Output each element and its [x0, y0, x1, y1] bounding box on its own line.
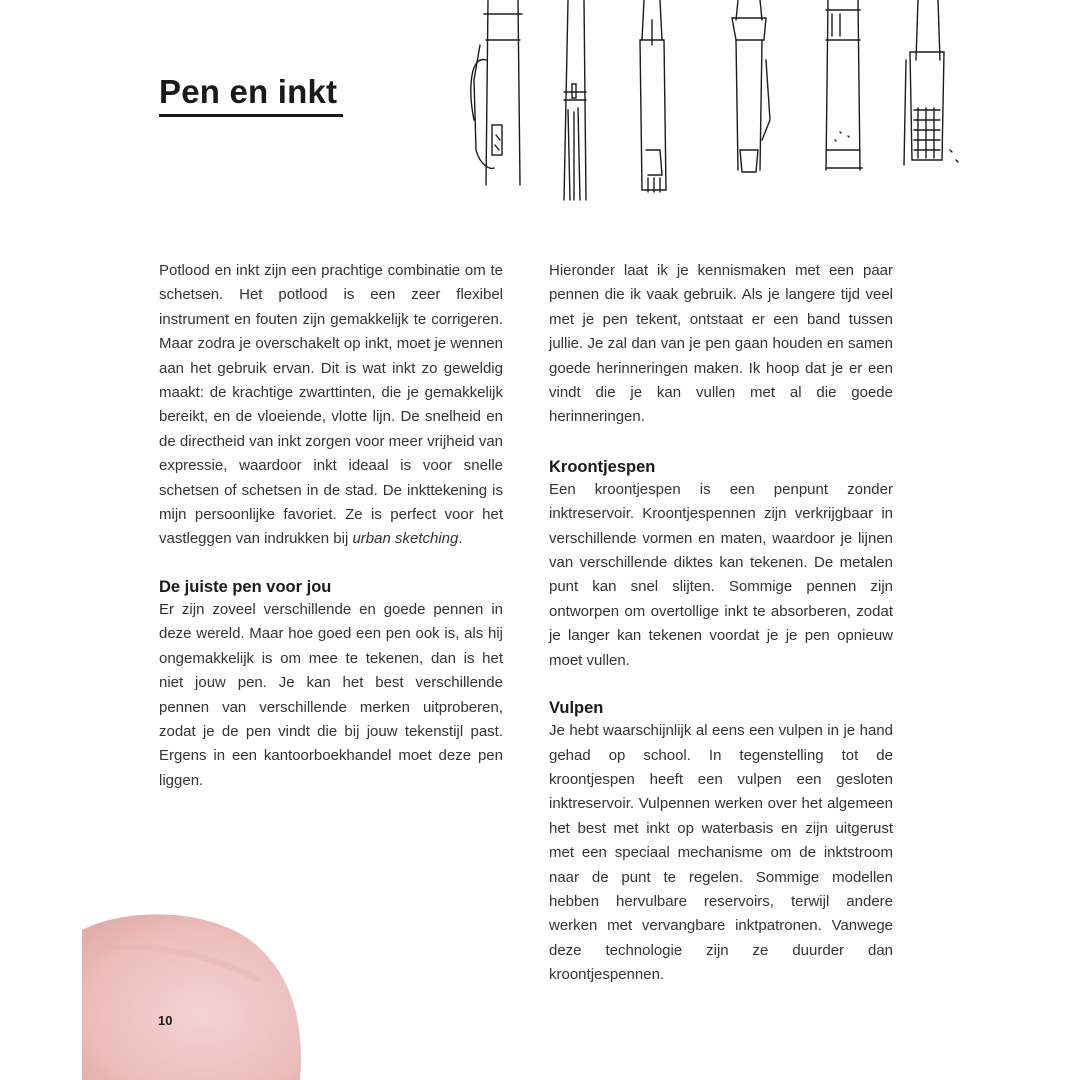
section-paragraph-vulpen: Je hebt waarschijnlijk al eens een vulpen in je hand gehad op school. In tegenstelling tot de kroontjespen heeft een vulpen een gesloten inktreservoir. Vulpennen werken over het algemeen het best met inkt op waterbasis en zijn uitgerust met een speciaal mechanisme om de inktstroom naar de punt te regelen. Sommige modellen hebben hervulbare reservoirs, terwijl andere werken met vervangbare inktpatronen. Vanwege deze technologie zijn ze duurder dan kroontjespennen. — [549, 722, 893, 984]
pen-sketch-6 — [904, 0, 958, 165]
pen-sketch-5 — [826, 0, 862, 170]
section-paragraph-juiste-pen: Er zijn zoveel verschillende en goede pennen in deze wereld. Maar hoe goed een pen ook is, als hij ongemakkelijk is om mee te tekenen, dan is het niet jouw pen. Je kan het best verschillende pennen van verschillende merken uitproberen, zodat je de pen vindt die bij jouw tekenstijl past. Ergens in een kantoorboekhandel moet deze pen liggen. — [159, 600, 503, 789]
page-number: 10 — [158, 1013, 173, 1028]
intro-paragraph: Potlood en inkt zijn een prachtige combinatie om te schetsen. Het potlood is een zeer flexibel instrument en fouten zijn gemakkelijk te corrigeren. Maar zodra je overschakelt op inkt, moet je wennen aan het gebruik ervan. Dit is wat inkt zo geweldig maakt: de krachtige zwarttinten, die je gemakkelijk bereikt, en de vloeiende, vlotte lijn. De snelheid en de directheid van inkt zorgen voor meer vrijheid van expressie, waardoor inkt ideaal is voor snelle schetsen of schetsen in de stad. De inkttekening is mijn persoonlijke favoriet. Ze is perfect voor het vastleggen van indrukken bij urban sketching. — [159, 262, 503, 548]
watercolor-decoration — [0, 900, 320, 1080]
pen-sketch-3 — [640, 0, 666, 192]
pen-sketch-4 — [732, 0, 770, 172]
left-column — [159, 259, 503, 793]
section-paragraph-kroontjespen: Een kroontjespen is een penpunt zonder inktreservoir. Kroontjespennen zijn verkrijgbaar in verschillende vormen en maten, waardoor je lijnen van verschillende diktes kan tekenen. De metalen punt kan snel slijten. Sommige pennen zijn ontworpen om overtollige inkt te absorberen, zodat je langer kan tekenen voordat je je pen opnieuw moet vullen. — [549, 480, 893, 669]
section-heading-juiste-pen: De juiste pen voor jou — [159, 577, 332, 596]
title-underline — [159, 114, 343, 117]
pen-sketch-1 — [471, 0, 522, 185]
pen-sketch-2 — [564, 0, 586, 200]
section-heading-vulpen: Vulpen — [549, 699, 604, 718]
section-heading-kroontjespen: Kroontjespen — [549, 457, 656, 476]
pen-sketches-illustration — [460, 0, 980, 210]
page-title: Pen en inkt — [159, 73, 338, 110]
intro-paragraph-right: Hieronder laat ik je kennismaken met een paar pennen die ik vaak gebruik. Als je langere tijd veel met je pen tekent, ontstaat er een band tussen jullie. Je zal dan van je pen gaan houden en samen goede herinneringen maken. Ik hoop dat je er een vindt die je kan vullen met al die goede herinneringen. — [549, 262, 893, 426]
right-column — [549, 259, 893, 988]
